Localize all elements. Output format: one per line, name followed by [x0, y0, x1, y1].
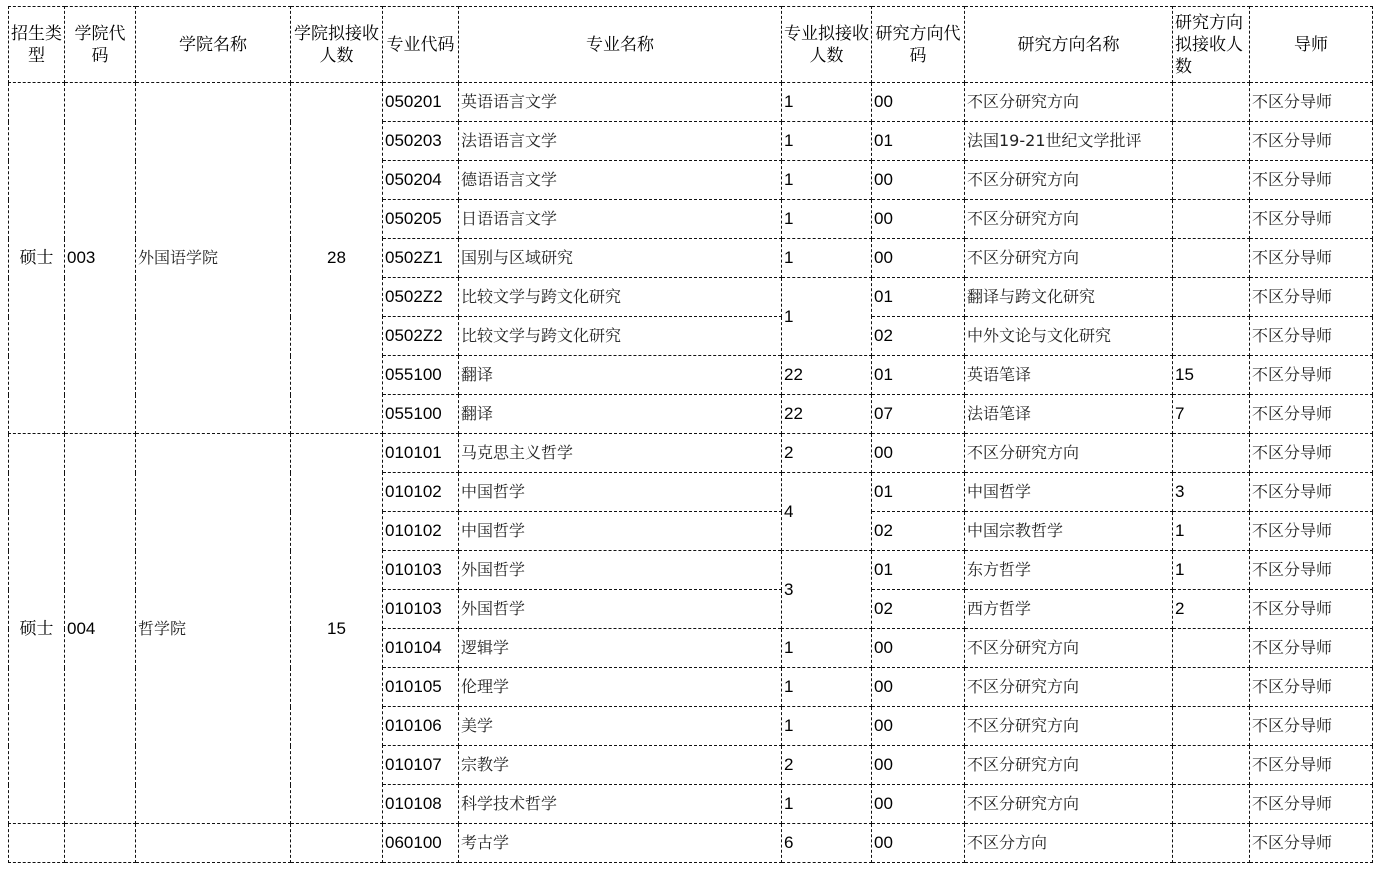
major-name-cell: 翻译 [459, 395, 782, 434]
direction-name-cell: 不区分研究方向 [965, 707, 1173, 746]
direction-name-cell: 中国哲学 [965, 473, 1173, 512]
direction-code-cell: 01 [872, 122, 965, 161]
direction-name-cell: 不区分研究方向 [965, 746, 1173, 785]
major-quota-cell: 3 [782, 551, 872, 629]
direction-code-cell: 01 [872, 551, 965, 590]
direction-name-cell: 东方哲学 [965, 551, 1173, 590]
advisor-cell: 不区分导师 [1250, 278, 1373, 317]
direction-name-cell: 中外文论与文化研究 [965, 317, 1173, 356]
major-quota-cell: 22 [782, 395, 872, 434]
major-quota-cell: 22 [782, 356, 872, 395]
direction-code-cell: 02 [872, 590, 965, 629]
direction-name-cell: 西方哲学 [965, 590, 1173, 629]
enroll-type-cell [9, 824, 65, 863]
table-row [9, 83, 1373, 122]
header-cell: 学院代码 [65, 7, 136, 83]
direction-name-cell: 不区分研究方向 [965, 161, 1173, 200]
direction-code-cell: 02 [872, 317, 965, 356]
advisor-cell: 不区分导师 [1250, 629, 1373, 668]
major-quota-cell: 1 [782, 668, 872, 707]
direction-code-cell: 00 [872, 83, 965, 122]
college-quota-cell [291, 824, 383, 863]
major-name-cell: 中国哲学 [459, 512, 782, 551]
major-code-cell: 055100 [383, 395, 459, 434]
major-quota-cell: 1 [782, 785, 872, 824]
major-name-cell: 翻译 [459, 356, 782, 395]
college-quota-cell: 28 [291, 83, 383, 434]
direction-code-cell: 01 [872, 356, 965, 395]
college-quota-cell: 15 [291, 434, 383, 824]
direction-quota-cell [1173, 317, 1250, 356]
major-name-cell: 马克思主义哲学 [459, 434, 782, 473]
direction-quota-cell [1173, 122, 1250, 161]
advisor-cell: 不区分导师 [1250, 200, 1373, 239]
direction-code-cell: 07 [872, 395, 965, 434]
advisor-cell: 不区分导师 [1250, 83, 1373, 122]
major-code-cell: 0502Z2 [383, 317, 459, 356]
direction-quota-cell [1173, 278, 1250, 317]
header-cell: 招生类型 [9, 7, 65, 83]
major-code-cell: 010108 [383, 785, 459, 824]
major-name-cell: 日语语言文学 [459, 200, 782, 239]
header-cell: 研究方向代码 [872, 7, 965, 83]
direction-quota-cell [1173, 824, 1250, 863]
major-code-cell: 010102 [383, 512, 459, 551]
direction-code-cell: 00 [872, 707, 965, 746]
advisor-cell: 不区分导师 [1250, 512, 1373, 551]
major-code-cell: 0502Z2 [383, 278, 459, 317]
header-cell: 导师 [1250, 7, 1373, 83]
direction-code-cell: 00 [872, 668, 965, 707]
advisor-cell: 不区分导师 [1250, 785, 1373, 824]
major-code-cell: 010107 [383, 746, 459, 785]
major-code-cell: 010103 [383, 590, 459, 629]
direction-name-cell: 中国宗教哲学 [965, 512, 1173, 551]
advisor-cell: 不区分导师 [1250, 824, 1373, 863]
advisor-cell: 不区分导师 [1250, 161, 1373, 200]
direction-quota-cell [1173, 707, 1250, 746]
major-quota-cell: 1 [782, 707, 872, 746]
direction-quota-cell [1173, 746, 1250, 785]
major-name-cell: 国别与区域研究 [459, 239, 782, 278]
direction-name-cell: 翻译与跨文化研究 [965, 278, 1173, 317]
header-cell: 学院拟接收人数 [291, 7, 383, 83]
major-code-cell: 050201 [383, 83, 459, 122]
direction-code-cell: 01 [872, 278, 965, 317]
direction-quota-cell [1173, 785, 1250, 824]
direction-name-cell: 不区分研究方向 [965, 434, 1173, 473]
advisor-cell: 不区分导师 [1250, 395, 1373, 434]
table-row [9, 824, 1373, 863]
direction-name-cell: 不区分研究方向 [965, 83, 1173, 122]
advisor-cell: 不区分导师 [1250, 122, 1373, 161]
direction-quota-cell [1173, 83, 1250, 122]
direction-quota-cell [1173, 629, 1250, 668]
college-name-cell: 外国语学院 [136, 83, 291, 434]
advisor-cell: 不区分导师 [1250, 317, 1373, 356]
college-name-cell: 哲学院 [136, 434, 291, 824]
direction-code-cell: 00 [872, 785, 965, 824]
major-quota-cell: 6 [782, 824, 872, 863]
major-quota-cell: 1 [782, 278, 872, 356]
direction-name-cell: 法语笔译 [965, 395, 1173, 434]
direction-code-cell: 00 [872, 629, 965, 668]
header-cell: 专业拟接收人数 [782, 7, 872, 83]
major-code-cell: 050205 [383, 200, 459, 239]
college-code-cell [65, 824, 136, 863]
direction-code-cell: 00 [872, 824, 965, 863]
major-quota-cell: 1 [782, 122, 872, 161]
direction-name-cell: 不区分研究方向 [965, 785, 1173, 824]
major-code-cell: 055100 [383, 356, 459, 395]
major-name-cell: 中国哲学 [459, 473, 782, 512]
direction-quota-cell: 3 [1173, 473, 1250, 512]
admissions-table [8, 6, 1373, 863]
direction-code-cell: 00 [872, 746, 965, 785]
major-code-cell: 060100 [383, 824, 459, 863]
header-cell: 专业代码 [383, 7, 459, 83]
direction-name-cell: 法国19-21世纪文学批评 [965, 122, 1173, 161]
advisor-cell: 不区分导师 [1250, 356, 1373, 395]
header-cell: 学院名称 [136, 7, 291, 83]
major-quota-cell: 1 [782, 161, 872, 200]
major-code-cell: 0502Z1 [383, 239, 459, 278]
direction-quota-cell [1173, 239, 1250, 278]
direction-name-cell: 英语笔译 [965, 356, 1173, 395]
major-name-cell: 宗教学 [459, 746, 782, 785]
major-code-cell: 010101 [383, 434, 459, 473]
major-name-cell: 英语语言文学 [459, 83, 782, 122]
direction-code-cell: 00 [872, 161, 965, 200]
major-name-cell: 比较文学与跨文化研究 [459, 317, 782, 356]
major-quota-cell: 2 [782, 434, 872, 473]
direction-name-cell: 不区分研究方向 [965, 629, 1173, 668]
direction-quota-cell [1173, 161, 1250, 200]
header-cell: 研究方向拟接收人数 [1173, 7, 1250, 83]
direction-quota-cell [1173, 200, 1250, 239]
direction-quota-cell: 7 [1173, 395, 1250, 434]
college-name-cell [136, 824, 291, 863]
major-name-cell: 逻辑学 [459, 629, 782, 668]
direction-quota-cell: 1 [1173, 512, 1250, 551]
major-code-cell: 010106 [383, 707, 459, 746]
advisor-cell: 不区分导师 [1250, 746, 1373, 785]
direction-code-cell: 01 [872, 473, 965, 512]
enroll-type-cell: 硕士 [9, 83, 65, 434]
advisor-cell: 不区分导师 [1250, 707, 1373, 746]
advisor-cell: 不区分导师 [1250, 668, 1373, 707]
direction-quota-cell [1173, 434, 1250, 473]
major-name-cell: 外国哲学 [459, 551, 782, 590]
major-name-cell: 比较文学与跨文化研究 [459, 278, 782, 317]
major-code-cell: 010103 [383, 551, 459, 590]
college-code-cell: 004 [65, 434, 136, 824]
direction-quota-cell: 2 [1173, 590, 1250, 629]
college-code-cell: 003 [65, 83, 136, 434]
direction-quota-cell: 15 [1173, 356, 1250, 395]
major-name-cell: 德语语言文学 [459, 161, 782, 200]
major-quota-cell: 4 [782, 473, 872, 551]
major-quota-cell: 2 [782, 746, 872, 785]
direction-code-cell: 00 [872, 434, 965, 473]
header-cell: 研究方向名称 [965, 7, 1173, 83]
direction-name-cell: 不区分研究方向 [965, 200, 1173, 239]
header-row [9, 7, 1373, 83]
major-code-cell: 010102 [383, 473, 459, 512]
major-name-cell: 外国哲学 [459, 590, 782, 629]
major-name-cell: 伦理学 [459, 668, 782, 707]
direction-code-cell: 00 [872, 239, 965, 278]
advisor-cell: 不区分导师 [1250, 551, 1373, 590]
advisor-cell: 不区分导师 [1250, 590, 1373, 629]
major-code-cell: 050203 [383, 122, 459, 161]
enroll-type-cell: 硕士 [9, 434, 65, 824]
table-row [9, 434, 1373, 473]
direction-name-cell: 不区分研究方向 [965, 239, 1173, 278]
advisor-cell: 不区分导师 [1250, 434, 1373, 473]
advisor-cell: 不区分导师 [1250, 473, 1373, 512]
direction-quota-cell [1173, 668, 1250, 707]
major-code-cell: 050204 [383, 161, 459, 200]
major-quota-cell: 1 [782, 239, 872, 278]
major-name-cell: 法语语言文学 [459, 122, 782, 161]
direction-name-cell: 不区分方向 [965, 824, 1173, 863]
direction-quota-cell: 1 [1173, 551, 1250, 590]
direction-name-cell: 不区分研究方向 [965, 668, 1173, 707]
major-quota-cell: 1 [782, 200, 872, 239]
header-cell: 专业名称 [459, 7, 782, 83]
advisor-cell: 不区分导师 [1250, 239, 1373, 278]
major-code-cell: 010104 [383, 629, 459, 668]
major-code-cell: 010105 [383, 668, 459, 707]
major-name-cell: 科学技术哲学 [459, 785, 782, 824]
major-quota-cell: 1 [782, 83, 872, 122]
direction-code-cell: 00 [872, 200, 965, 239]
major-name-cell: 考古学 [459, 824, 782, 863]
major-quota-cell: 1 [782, 629, 872, 668]
direction-code-cell: 02 [872, 512, 965, 551]
major-name-cell: 美学 [459, 707, 782, 746]
